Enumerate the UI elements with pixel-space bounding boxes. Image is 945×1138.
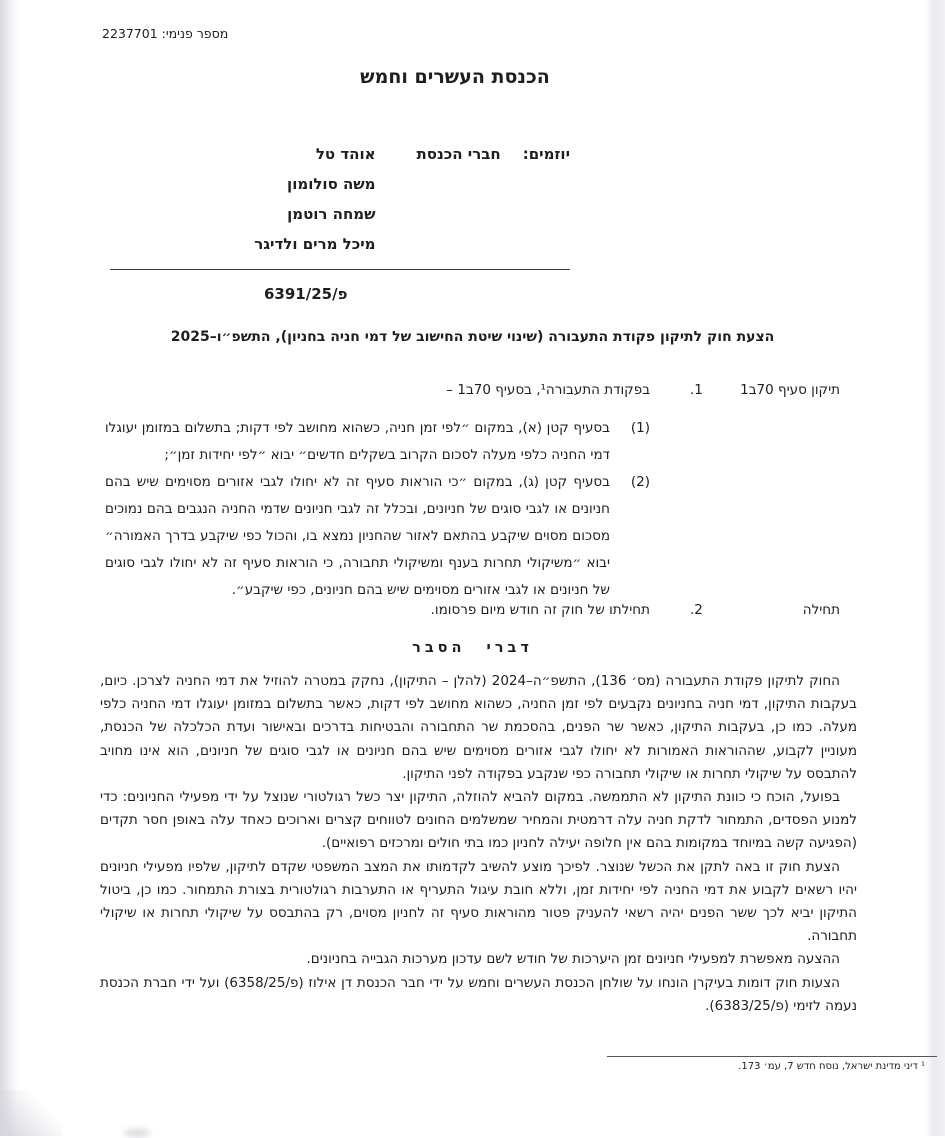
scan-edge-right: [925, 0, 945, 1136]
initiators-label: יוזמים:: [522, 145, 570, 163]
explanatory-notes-heading: דברי הסבר: [412, 640, 533, 656]
initiators-block: [254, 139, 570, 259]
section-number: 2.: [690, 602, 703, 618]
internal-number: מספר פנימי: 2237701: [102, 26, 229, 41]
section-body: [105, 377, 650, 604]
bill-number: פ/6391/25: [264, 285, 348, 303]
explanation-paragraph: החוק לתיקון פקודת התעבורה (מס׳ 136), התשפ״ה–2024 (להלן – התיקון), נחקק במטרה להוזיל את דמי החניה לצרכן. כיום, בעקבות התיקון, דמי חניה בחניונים נקבעים לפי זמן החניה, כשהוא מחושב לפי דקות, כאשר בתשלום במזומן יעוגלו דמי החניה כלפי מעלה. כמו כן, בעקבות התיקון, כאשר שר הפנים, בהסכמת שר התחבורה והבטיחות בדרכים ובאישור ועדת הכלכלה של הכנסת, מעוניין לקבוע, שההוראות האמורות לא יחולו לגבי אזורים מסוימים שיש בהם חניונים או לגבי סוגים של חניונים, הוא אינו מחויב להתבסס על שיקולי תחרות או שיקולי תחבורה כפי שנקבע בפקודה לפני התיקון.: [100, 673, 857, 782]
scan-smudge: [124, 1128, 150, 1138]
footnote-divider: [607, 1056, 937, 1057]
subsection-row: [105, 415, 650, 469]
initiator-name: אוהד טל: [315, 145, 376, 163]
law-section-1: [105, 377, 840, 604]
footnote: ¹ דיני מדינת ישראל, נוסח חדש 7, עמ׳ 173.: [738, 1061, 925, 1072]
initiator-name: משה סולומון: [287, 175, 376, 193]
explanatory-notes: [100, 670, 857, 1018]
subsection-text: בסעיף קטן (ג), במקום ״כי הוראות סעיף זה לא יחולו לגבי אזורים מסוימים שיש בהם חניונים או לגבי סוגים של חניונים, ובכלל זה לגבי חניונים שדמי החניה הנגבים בהם נמוכים מסכום מסוים שיקבע בהתאם לאזור שהחניון נמצא בו, והכול כפי שיקבע בדרך האמורה״ יבוא ״משיקולי תחרות בענף ומשיקולי תחבורה, כי הוראות סעיף זה לא יחולו לגבי סוגים של חניונים או לגבי אזורים מסוימים שיש בהם חניונים, כפי שיקבע״.: [105, 474, 610, 598]
separator-line: [110, 269, 570, 270]
knesset-title: הכנסת העשרים וחמש: [360, 66, 550, 88]
initiators-role: חברי הכנסת: [416, 145, 501, 163]
subsection-number: (1): [630, 420, 650, 436]
initiator-name: שמחה רוטמן: [287, 205, 376, 223]
section-intro: תחילתו של חוק זה חודש מיום פרסומו.: [430, 602, 650, 618]
explanation-paragraph: ההצעה מאפשרת למפעילי חניונים זמן היערכות של חודש לשם עדכון מערכות הגבייה בחניונים.: [306, 951, 840, 968]
initiators-names: [254, 139, 375, 259]
explanation-paragraph: הצעת חוק זו באה לתקן את הכשל שנוצר. לפיכך מוצע להשיב לקדמותו את המצב המשפטי שקדם לתיקון, שלפיו מפעילי חניונים יהיו רשאים לקבוע את דמי החניה לפי יחידות זמן, וללא חובת עיגול התעריף או התערבות רגולטורית בצורת התמחור. כמו כן, ביטול התיקון יביא לכך ששר הפנים יהיה רשאי להעניק פטור מהוראות סעיף זה לחניון מסוים, רק בהתבסס על שיקולי תחרות או שיקולי תחבורה.: [100, 858, 857, 945]
section-intro: בפקודת התעבורה¹, בסעיף 70ב1 –: [446, 382, 650, 398]
section-margin-note: תחילה: [802, 602, 840, 618]
subsection-text: בסעיף קטן (א), במקום ״לפי זמן חניה, כשהוא מחושב לפי דקות; בתשלום במזומן יעוגלו דמי החניה כלפי מעלה לסכום הקרוב בשקלים חדשים״ יבוא ״לפי יחידות זמן״;: [105, 420, 610, 463]
scan-edge-left: [0, 0, 18, 1136]
subsection-row: [105, 469, 650, 604]
subsection-number: (2): [630, 474, 650, 490]
explanation-paragraph: בפועל, הוכח כי כוונת התיקון לא התממשה. במקום להביא להוזלה, התיקון יצר כשל רגולטורי שנוצל על ידי מפעילי החניונים: כדי למנוע הפסדים, התמחור לדקת חניה עלה דרמטית והמחיר שמשלמים החונים לטווחים קצרים וארוכים כאחד עלה באופן חסר תקדים (הפגיעה קשה במיוחד במקומות בהם אין חלופה יעילה לחניון כמו בתי חולים ומרכזים רפואיים).: [100, 789, 857, 852]
section-number: 1.: [690, 382, 703, 398]
law-section-2: [105, 597, 840, 635]
explanation-paragraph: הצעות חוק דומות בעיקרן הונחו על שולחן הכנסת העשרים וחמש על ידי חבר הכנסת דן אילוז (פ/6358/25) ועל ידי חברת הכנסת נעמה לזימי (פ/6383/25).: [100, 974, 857, 1014]
bill-title: הצעת חוק לתיקון פקודת התעבורה (שינוי שיטת החישוב של דמי חניה בחניון), התשפ״ו–2025: [170, 329, 775, 345]
initiator-name: מיכל מרים ולדיגר: [254, 235, 376, 253]
scan-corner-shadow: [0, 1090, 62, 1136]
section-margin-note: תיקון סעיף 70ב1: [740, 382, 840, 398]
section-body: [105, 597, 650, 635]
